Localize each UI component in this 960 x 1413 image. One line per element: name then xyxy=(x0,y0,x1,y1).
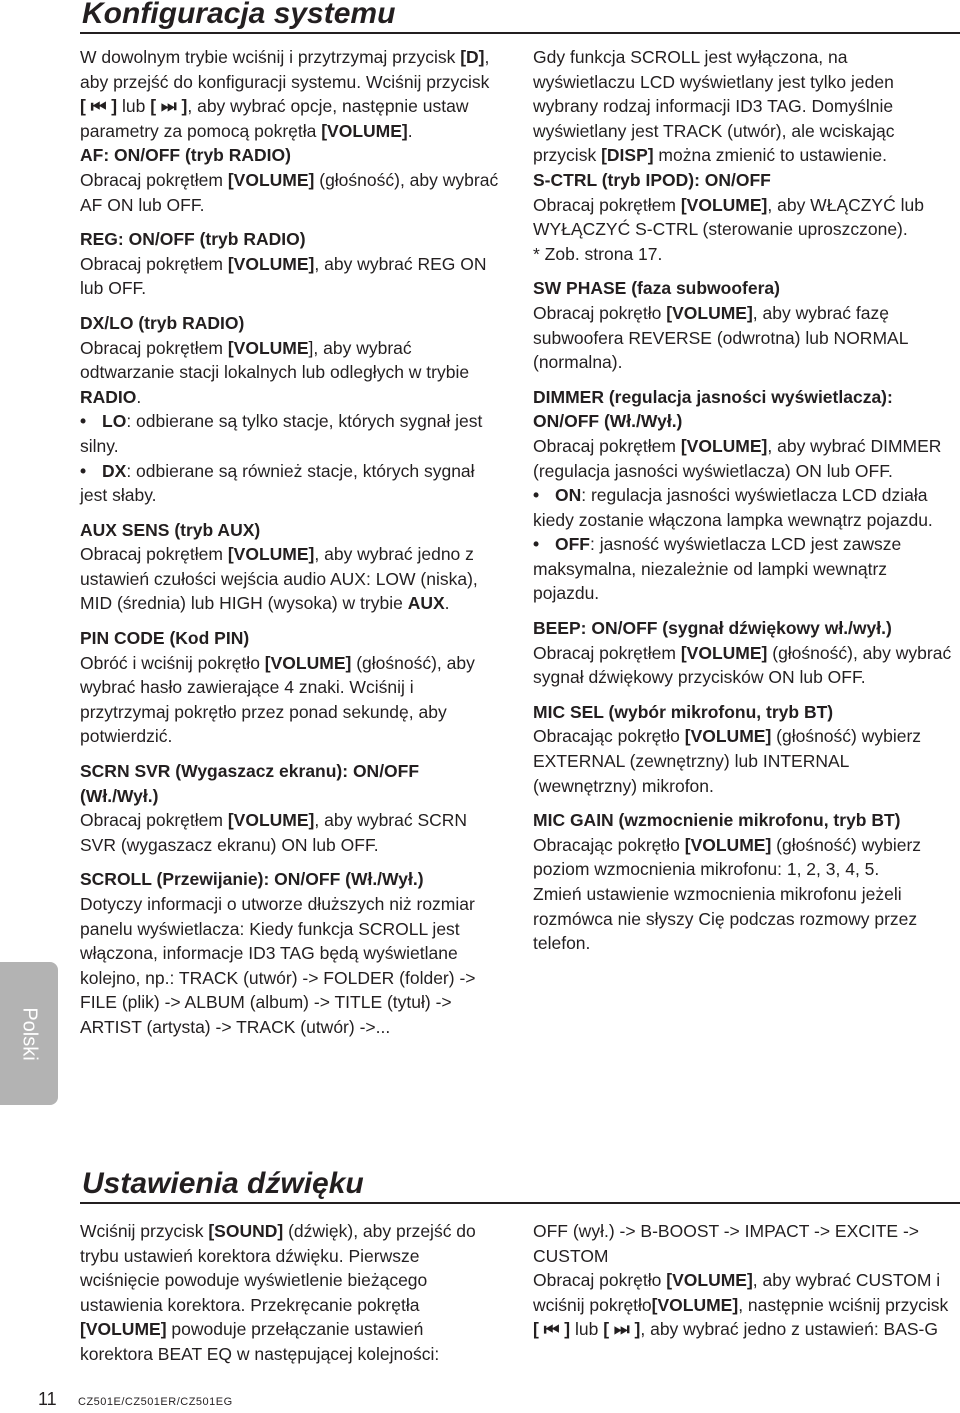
bullet: • xyxy=(533,485,540,506)
bold-text: [VOLUME] xyxy=(264,652,352,673)
text-run: , aby wybrać DIMMER (regulacja jasności wyświetlacza) ON lub OFF. xyxy=(533,435,942,481)
text-run: OFF (wył.) -> B-BOOST -> IMPACT -> EXCITE -> CUSTOM xyxy=(533,1221,920,1266)
setting-item xyxy=(80,626,500,749)
text-run: Obracaj pokrętłem xyxy=(533,435,681,456)
bold-text: [VOLUME] xyxy=(684,726,772,747)
bold-text: [ ⏮ ] xyxy=(80,96,118,117)
bold-text: [VOLUME] xyxy=(227,169,315,190)
text-run: : jasność wyświetlacza LCD jest zawsze maksymalna, niezależnie od lampki wewnątrz pojazdu. xyxy=(533,534,902,604)
text-run: Zmień ustawienie wzmocnienia mikrofonu jeżeli rozmówca nie słyszy Cię podczas rozmowy przez telefon. xyxy=(533,884,918,954)
bold-text: [VOLUME xyxy=(227,337,309,358)
bold-text: [VOLUME] xyxy=(227,810,315,831)
text-run: W dowolnym trybie wciśnij i przytrzymaj przycisk xyxy=(80,47,461,67)
setting-item xyxy=(80,759,500,857)
setting-description xyxy=(80,409,500,458)
setting-item xyxy=(80,867,500,1039)
text-run: . xyxy=(407,120,413,141)
setting-description xyxy=(533,641,953,690)
setting-description xyxy=(80,252,500,301)
setting-heading: MIC GAIN (wzmocnienie mikrofonu, tryb BT) xyxy=(533,810,901,831)
text-run: Obracaj pokrętłem xyxy=(80,810,228,831)
bold-text: LO xyxy=(102,411,127,432)
text-run: , aby wybrać SCRN SVR (wygaszacz ekranu) ON lub OFF. xyxy=(80,810,468,855)
column-left-sound-settings xyxy=(80,1219,500,1367)
setting-item xyxy=(80,518,500,616)
setting-description xyxy=(533,532,953,606)
page-number: 11 xyxy=(38,1389,57,1409)
intro-paragraph xyxy=(533,45,953,168)
bold-text: [ ⏭ ] xyxy=(150,96,188,117)
text-run: (głośność) wybierz EXTERNAL (zewnętrzny) lub INTERNAL (wewnętrzny) mikrofon. xyxy=(533,726,922,796)
text-run: , aby wybrać jedno z ustawień czułości wejścia audio AUX: LOW (niska), MID (średnia) lub HIGH (wysoka) w trybie xyxy=(80,544,478,614)
section-title: Ustawienia dźwięku xyxy=(82,1167,364,1200)
bold-text: [SOUND] xyxy=(208,1221,284,1241)
text-run: , aby wybrać opcje, następnie ustaw parametry za pomocą pokrętła xyxy=(80,96,469,141)
text-run: Obracaj pokrętłem xyxy=(80,253,228,274)
column-right-system-config xyxy=(533,45,953,966)
text-run: : odbierane są również stacje, których sygnał jest słaby. xyxy=(80,460,475,506)
setting-item xyxy=(533,700,953,798)
setting-item xyxy=(80,227,500,301)
text-run: * Zob. strona 17. xyxy=(533,243,663,264)
setting-heading: BEEP: ON/OFF (sygnał dźwiękowy wł./wył.) xyxy=(533,618,892,639)
setting-description xyxy=(533,483,953,532)
bold-text: [VOLUME] xyxy=(321,120,408,141)
text-run: Obracaj pokrętłem xyxy=(80,169,228,190)
text-run: Obracaj pokrętłem xyxy=(80,337,228,358)
text-run: Obróć i wciśnij pokrętło xyxy=(80,652,265,673)
text-run: Wciśnij przycisk xyxy=(80,1221,209,1241)
bold-text: [VOLUME] xyxy=(227,253,315,274)
body-paragraph xyxy=(533,1268,953,1342)
model-number: CZ501E/CZ501ER/CZ501EG xyxy=(78,1396,233,1408)
setting-description xyxy=(533,724,953,798)
text-run: Obracaj pokrętłem xyxy=(533,642,681,663)
text-run: , aby przejść do konfiguracji systemu. Wciśnij przycisk xyxy=(80,47,490,92)
language-tab xyxy=(0,962,58,1105)
bold-text: [VOLUME] xyxy=(680,194,768,215)
setting-description xyxy=(533,242,953,267)
bullet: • xyxy=(80,460,87,481)
setting-description xyxy=(80,336,500,410)
bold-text: [ ⏭ ] xyxy=(603,1319,641,1340)
body-paragraph xyxy=(80,1219,500,1367)
text-run: można zmienić to ustawienie. xyxy=(653,145,888,166)
bold-text: [VOLUME] xyxy=(80,1319,167,1340)
setting-item xyxy=(533,385,953,606)
body-paragraph xyxy=(533,1219,953,1268)
bold-text: [VOLUME] xyxy=(680,642,768,663)
bold-text: [D] xyxy=(460,47,485,67)
text-run: lub xyxy=(570,1319,604,1340)
bold-text: [ ⏮ ] xyxy=(533,1319,571,1340)
text-run: Obracając pokrętło xyxy=(533,834,685,855)
setting-heading: REG: ON/OFF (tryb RADIO) xyxy=(80,229,306,250)
section-header-system-config xyxy=(80,0,960,34)
text-run: , aby WŁĄCZYĆ lub WYŁĄCZYĆ S-CTRL (sterowanie uproszczone). xyxy=(533,194,924,240)
setting-description xyxy=(80,542,500,616)
bold-text: [DISP] xyxy=(601,145,654,166)
setting-description xyxy=(533,882,953,956)
text-run: : odbierane są tylko stacje, których sygnał jest silny. xyxy=(80,411,483,456)
text-run: , aby wybrać fazę subwoofera REVERSE (odwrotna) lub NORMAL (normalna). xyxy=(533,302,908,373)
bold-text: [VOLUME] xyxy=(666,302,753,323)
bullet: • xyxy=(533,534,540,555)
bold-text: RADIO xyxy=(80,386,137,407)
bold-text: OFF xyxy=(555,534,590,555)
text-run: , aby wybrać jedno z ustawień: BAS-G xyxy=(640,1319,938,1340)
bold-text: [VOLUME] xyxy=(666,1270,753,1291)
text-run: : regulacja jasności wyświetlacza LCD działa kiedy zostanie włączona lampka wewnątrz pojazdu. xyxy=(533,485,933,530)
setting-heading: SCRN SVR (Wygaszacz ekranu): ON/OFF (Wł./Wył.) xyxy=(80,761,420,806)
text-run: , aby wybrać REG ON lub OFF. xyxy=(80,253,487,299)
bold-text: ON xyxy=(555,485,582,506)
section-header-sound-settings xyxy=(80,1167,960,1204)
bold-text: [VOLUME] xyxy=(227,544,315,565)
setting-heading: SW PHASE (faza subwoofera) xyxy=(533,278,780,299)
text-run: (głośność), aby wybrać hasło zawierające 4 znaki. Wciśnij i przytrzymaj pokrętło przez ponad sekundę, aby potwierdzić. xyxy=(80,652,475,747)
bullet: • xyxy=(80,411,87,432)
setting-item xyxy=(80,311,500,508)
text-run: , następnie wciśnij przycisk xyxy=(738,1294,949,1315)
text-run: Obracaj pokrętłem xyxy=(533,194,681,215)
setting-heading: PIN CODE (Kod PIN) xyxy=(80,628,250,649)
setting-heading: AF: ON/OFF (tryb RADIO) xyxy=(80,145,291,166)
setting-item xyxy=(80,143,500,217)
text-run: . xyxy=(444,593,450,614)
setting-heading: S-CTRL (tryb IPOD): ON/OFF xyxy=(533,169,771,190)
setting-description xyxy=(80,651,500,749)
section-title: Konfiguracja systemu xyxy=(82,0,396,30)
bold-text: AUX xyxy=(407,593,445,614)
text-run: Dotyczy informacji o utworze dłuższych niż rozmiar panelu wyświetlacza: Kiedy funkcja SCROLL jest włączona, informacje ID3 TAG będą wyświetlane kolejno, np.: TRACK (utwór) -> FOLDER (folder) -> FILE (plik) -> ALBUM (album) -> TITLE (tytuł) -> ARTIST (artysta) -> TRACK (utwór) ->... xyxy=(80,894,476,1037)
text-run: Obracając pokrętło xyxy=(533,726,685,747)
setting-item xyxy=(533,808,953,956)
setting-item xyxy=(533,276,953,374)
text-run: (głośność), aby wybrać sygnał dźwiękowy przycisków ON lub OFF. xyxy=(533,642,952,688)
setting-heading: SCROLL (Przewijanie): ON/OFF (Wł./Wył.) xyxy=(80,869,424,890)
setting-description xyxy=(80,168,500,217)
text-run: (dźwięk), aby przejść do trybu ustawień korektora dźwięku. Pierwsze wciśnięcie powoduje wyświetlenie bieżącego ustawienia korektora. Przekręcanie pokrętła xyxy=(80,1221,476,1315)
column-right-sound-settings xyxy=(533,1219,953,1342)
setting-heading: DIMMER (regulacja jasności wyświetlacza): ON/OFF (Wł./Wył.) xyxy=(533,386,893,432)
text-run: Gdy funkcja SCROLL jest wyłączona, na wyświetlaczu LCD wyświetlany jest tylko jeden wybrany rodzaj informacji ID3 TAG. Domyślnie wyświetlany jest TRACK (utwór), ale wciskając przycisk xyxy=(533,47,895,166)
text-run: (głośność) wybierz poziom wzmocnienia mikrofonu: 1, 2, 3, 4, 5. xyxy=(533,834,922,880)
bold-text: [VOLUME] xyxy=(684,834,772,855)
setting-item xyxy=(533,168,953,266)
text-run: (głośność), aby wybrać AF ON lub OFF. xyxy=(80,169,499,215)
setting-description xyxy=(80,892,500,1040)
setting-description xyxy=(533,193,953,242)
text-run: ], aby wybrać odtwarzanie stacji lokalnych lub odległych w trybie xyxy=(80,337,470,383)
bold-text: DX xyxy=(102,460,127,481)
text-run: Obracaj pokrętło xyxy=(533,1270,667,1291)
setting-description xyxy=(80,459,500,508)
text-run: Obracaj pokrętło xyxy=(533,302,667,323)
bold-text: [VOLUME] xyxy=(651,1294,739,1315)
setting-item xyxy=(533,616,953,690)
setting-heading: MIC SEL (wybór mikrofonu, tryb BT) xyxy=(533,701,834,722)
intro-paragraph xyxy=(80,45,500,143)
bold-text: [VOLUME] xyxy=(680,435,768,456)
setting-description xyxy=(80,808,500,857)
setting-description xyxy=(533,833,953,882)
text-run: Obracaj pokrętłem xyxy=(80,544,228,565)
setting-description xyxy=(533,434,953,483)
setting-description xyxy=(533,301,953,375)
language-tab-label: Polski xyxy=(18,1006,41,1061)
text-run: , aby wybrać CUSTOM i wciśnij pokrętło xyxy=(533,1270,941,1315)
text-run: . xyxy=(136,386,142,407)
setting-heading: DX/LO (tryb RADIO) xyxy=(80,312,245,333)
setting-heading: AUX SENS (tryb AUX) xyxy=(80,519,261,540)
text-run: powoduje przełączanie ustawień korektora BEAT EQ w następującej kolejności: xyxy=(80,1319,440,1364)
text-run: lub xyxy=(117,96,151,117)
column-left-system-config xyxy=(80,45,500,1050)
